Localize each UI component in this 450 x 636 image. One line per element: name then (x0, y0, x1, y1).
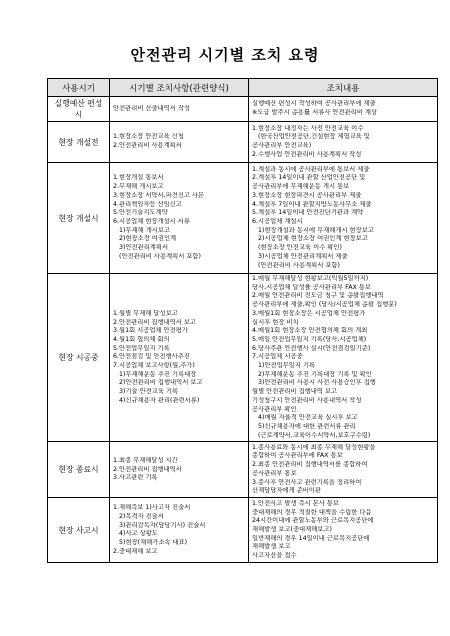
cell-line: 1.최종 무재해달성 시간 (113, 456, 178, 464)
cell-line: 2.안전관리비 사용계획서 (113, 142, 182, 149)
cell-line: 3.매월1회 현장소장은 시공업체 안전평가 (252, 309, 366, 317)
table-row (48, 442, 438, 498)
cell-line: 2.무재해 개시보고 (113, 183, 164, 191)
cell-line: 5.계설후 14일이내 안전진단기관과 계약 (252, 209, 364, 217)
cell-line: 당사,시공업체 달성률 공사관리부 FAX 통보 (252, 283, 371, 291)
cell-line: ※도급 발주시 총용量 서류사 안전관리비 계상 (252, 109, 377, 116)
cell-line: 1.종사용료와 동시에 최종 무재해 달성현황을 (252, 443, 376, 451)
cell-line: 2.안전관리비 집행내역서 보고 (113, 318, 197, 326)
cell-line: (안전관리비 사용계획서 포함) (119, 252, 201, 260)
time-cell: 실행예산 편성시 (48, 97, 110, 122)
safety-table (47, 78, 438, 563)
cell-line: 3)안전관리비 사용시 사전 사용승인후 집행 (258, 379, 376, 387)
cell-line: 4.월1회 협의체 회의 (113, 335, 170, 343)
cell-line: 1)안전업무일지 기록 (258, 362, 316, 370)
cell-line: 4.계설후 7일이내 관할지방노동사무소 제출 (252, 200, 372, 208)
header-time: 사용시기 (48, 79, 110, 97)
header-row (48, 79, 438, 97)
page-title: 안전관리 시기별 조치 요령 (130, 46, 320, 64)
cell-line: 5.매일 안전업무일지 기록(당사,시공업체) (252, 335, 367, 343)
time-cell: 현장 시공중 (48, 274, 110, 442)
items-cell (110, 163, 249, 274)
items-cell (110, 122, 249, 163)
time-cell: 현장 개설전 (48, 122, 110, 163)
cell-line: 중대재해의 경우 적절한 대책을 수립한 다음 (252, 508, 372, 516)
cell-line: 5)신규채용자에 대한 관련서류 관리 (258, 422, 356, 430)
cell-line: 사고자산을 접수 (252, 552, 297, 560)
cell-line: 3)시공업체 안전관리계획서 제출 (258, 252, 348, 260)
items-cell (110, 97, 249, 122)
items-cell (110, 442, 249, 498)
cell-line: 7.시공업체 보고사항(월,추가) (113, 362, 195, 370)
cell-line: 2)무재해운동 추진 기록대장 기록 및 확인 (258, 370, 372, 378)
table-row (48, 97, 438, 122)
time-cell: 현장 사고시 (48, 498, 110, 563)
cell-line: 6.시공업체 현장개설시 서류 (113, 218, 190, 225)
content-cell (249, 274, 438, 442)
cell-line: 재해발생 보고(중대재해보고) (252, 526, 332, 533)
cell-line: 2.수행사업 안전관리비 사용계획서 작성 (252, 150, 362, 158)
cell-line: 1.안전사고 발생 즉시 본사 통보 (252, 499, 340, 507)
cell-line: 3.사고관련 기록 (113, 474, 158, 482)
cell-line: 실시후 현장 비치 (252, 318, 299, 326)
cell-line: 4.관리책임자등 선임신고 (113, 200, 182, 208)
header-items: 시기별 조치사항(관련양식) (110, 79, 249, 97)
cell-line: 산재담당자에게 준비이관 (252, 487, 321, 495)
cell-line: 3)기술 안전교육 기록 (119, 388, 179, 396)
table-body (48, 97, 438, 563)
cell-line: 2.중대재해 보고 (113, 547, 158, 555)
table-row (48, 274, 438, 442)
cell-line: 6.당사주관 안전행사 실시(안전점검일기준) (252, 344, 371, 352)
cell-line: 재해발생 보고 (252, 543, 291, 551)
cell-line: 4)매월 자율적 안전교육 실시후 보고 (258, 414, 358, 422)
cell-line: 2.안전관리비 집행내역서 (113, 465, 182, 473)
cell-line: 4.매월1회 현장소장 안전협의체 회의 개최 (252, 327, 368, 335)
cell-line: 2)안전관리비 집행내역서 보고 (119, 379, 203, 387)
cell-line: 실행예산 편성시 작성하여 공사관리부에 제출 (252, 100, 376, 108)
cell-line: 공사관리부 통보 (252, 469, 297, 477)
content-cell (249, 498, 438, 563)
cell-line: 2)목격자 진술서 (119, 512, 164, 520)
cell-line: 공사관리부 확인 (252, 405, 297, 413)
cell-line: 일반재해의 경우 14일이내 근로복지공단에 (252, 534, 370, 542)
cell-line: 4)신규채용자 관리(관련서류) (119, 396, 200, 404)
cell-line: 1.현장소장 내정자는 사전 안전교육 이수 (252, 124, 364, 132)
cell-line: 5)현장(재해가소속 대표) (119, 539, 188, 547)
cell-line: 6.시공업체 계설시 (252, 218, 303, 225)
cell-line: 공사관리부에 제출,확인 (당사/시공업체 총괄 집행분) (252, 301, 397, 309)
cell-line: 3)관리감독자(담당기사) 진술서 (119, 521, 206, 529)
cell-line: 4)사고 상황도 (119, 530, 158, 538)
cell-line: 24시간이내에 관할노동부와 근로복지공단에 (252, 517, 374, 525)
cell-line: 6.안전점검 및 안전행사추진 (113, 353, 190, 361)
cell-line: 공사관리부에 무재해운동 개시 통보 (252, 183, 350, 191)
cell-line: 1)현장개설과 동시에 무재해개시 현장보고 (258, 226, 374, 234)
cell-line: (근로계약서,교육이수서약서,보호구수령) (258, 431, 371, 439)
cell-line: 5.안전기술지도계약 (113, 209, 168, 217)
cell-line: 기성청구시 안전관리비 사용내역서 작성 (252, 396, 362, 404)
cell-line: 3.현장소장 현장파견시 공사관리부 제출 (252, 191, 362, 199)
cell-line: (안전관리비 사용계획서 포함) (258, 261, 340, 269)
cell-line: 2)시공업체 현장소장 여권인계 현장보고 (258, 235, 368, 243)
cell-line: 1.매월 무재해달성 현황보고(익월5일까지) (252, 275, 369, 282)
cell-line: 7.시공업체 시공중 (252, 353, 303, 361)
cell-line: 3.월1회 시공업체 안전평가 (113, 327, 188, 335)
cell-line: (현장소장 안전교육 이수 확인) (258, 244, 342, 252)
time-cell: 현장 개설시 (48, 163, 110, 274)
time-cell: 현장 종료시 (48, 442, 110, 498)
cell-line: 2.매월 안전관리비 전도금 청구 및 총괄집행내역 (252, 292, 384, 300)
cell-line: 5.안전업무일지 기록 (113, 344, 170, 352)
table-row (48, 498, 438, 563)
cell-line: 3.현장소장 서약서,파견신고 사본 (113, 191, 205, 199)
cell-line: 1)무재해 개시보고 (119, 226, 171, 234)
cell-line: 1.계설과 동시에 공사관리부에 통보서 제출 (252, 165, 370, 173)
content-cell (249, 163, 438, 274)
cell-line: 3.종사후 안전사고 관련기록을 정리하여 (252, 478, 362, 486)
cell-line: 1)무재해운동 추진 기록대장 (119, 370, 197, 378)
cell-line: 1.월별 무재해 달성보고 (113, 309, 178, 317)
items-cell (110, 498, 249, 563)
table-row (48, 122, 438, 163)
cell-line: 1.재해즉보 1)사고자 진술서 (113, 504, 191, 512)
cell-line: 안전관리비 산출내역서 작성 (113, 104, 190, 112)
cell-line: 2)현장소장 여권인계 (119, 235, 177, 243)
cell-line: 2.계설후 14일이내 관할 산업안전공단 및 (252, 174, 366, 182)
cell-line: 3)안전관리계획서 (119, 244, 169, 252)
content-cell (249, 97, 438, 122)
cell-line: 공사관리부 안전교육) (252, 142, 312, 149)
cell-line: 종합하여 공사관리부에 FAX 통보 (252, 452, 343, 460)
cell-line: (한국산업안전공단,건설현장 제협교육 및 (258, 133, 370, 141)
content-cell (249, 442, 438, 498)
items-cell (110, 274, 249, 442)
cell-line: 1.현장개설 통보서 (113, 174, 164, 182)
cell-line: 월별 안전관리비 집행내역 보고 (252, 388, 338, 396)
cell-line: 2.최종 안전관리비 집행내역서를 종합하여 (252, 461, 368, 469)
header-content: 조치내용 (249, 79, 438, 97)
content-cell (249, 122, 438, 163)
cell-line: 1.현장소장 안전교육 신청 (113, 133, 184, 141)
table-row (48, 163, 438, 274)
